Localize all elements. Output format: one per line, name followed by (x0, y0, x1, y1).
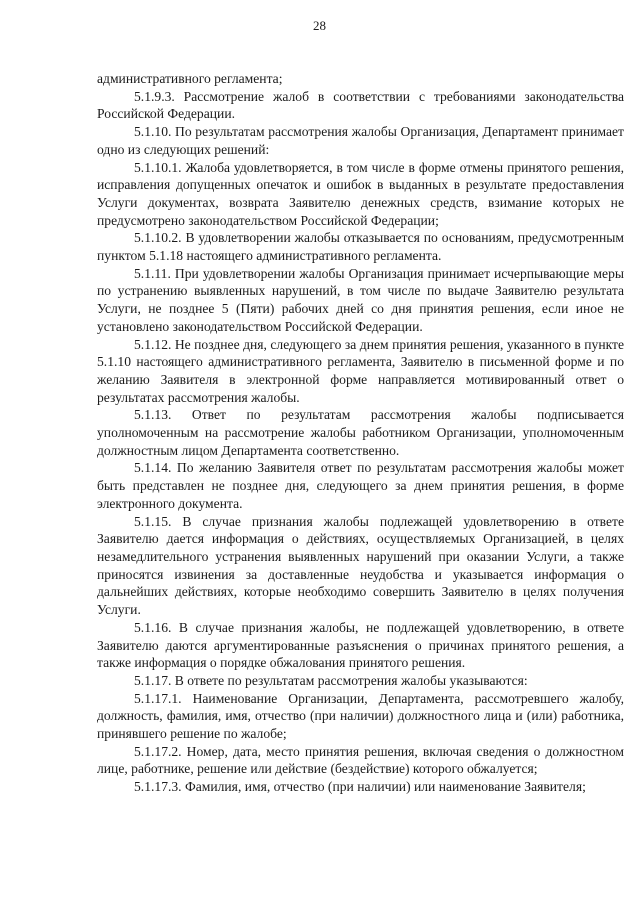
paragraph-continuation: административного регламента; (97, 71, 283, 86)
document-body (97, 70, 624, 796)
paragraph-5-1-15: 5.1.15. В случае признания жалобы подлежащей удовлетворению в ответе Заявителю дается информация о действиях, осуществляемых Организацией, в целях незамедлительного устранения выявленных нарушений при оказании Услуги, а также приносятся извинения за доставленные неудобства и указывается информация о дальнейших действиях, которые необходимо совершить Заявителю в целях получения Услуги. (97, 513, 624, 618)
page-number: 28 (313, 18, 326, 33)
paragraph-5-1-17-2: 5.1.17.2. Номер, дата, место принятия решения, включая сведения о должностном лице, работнике, решение или действие (бездействие) которого обжалуется; (97, 743, 624, 777)
paragraph-5-1-17: 5.1.17. В ответе по результатам рассмотрения жалобы указываются: (134, 672, 528, 688)
paragraph-5-1-13: 5.1.13. Ответ по результатам рассмотрения жалобы подписывается уполномоченным на рассмотрение жалобы работником Организации, уполномоченным должностным лицом Департамента соответственно. (97, 407, 624, 458)
paragraph-5-1-17-3: 5.1.17.3. Фамилия, имя, отчество (при наличии) или наименование Заявителя; (134, 779, 586, 795)
paragraph-5-1-10-1: 5.1.10.1. Жалоба удовлетворяется, в том числе в форме отмены принятого решения, исправления допущенных опечаток и ошибок в выданных в результате предоставления Услуги документах, возврата Заявителю денежных средств, взимание которых не предусмотрено законодательством Российской Федерации; (97, 159, 624, 228)
paragraph-5-1-16: 5.1.16. В случае признания жалобы, не подлежащей удовлетворению, в ответе Заявителю даются аргументированные разъяснения о причинах принятого решения, а также информация о порядке обжалования принятого решения. (97, 619, 624, 671)
paragraph-5-1-11: 5.1.11. При удовлетворении жалобы Организация принимает исчерпывающие меры по устранению выявленных нарушений, в том числе по выдаче Заявителю результата Услуги, не позднее 5 (Пяти) рабочих дней со дня принятия решения, если иное не установлено законодательством Российской Федерации. (97, 265, 624, 334)
paragraph-5-1-9-3: 5.1.9.3. Рассмотрение жалоб в соответствии с требованиями законодательства Российской Федерации. (97, 88, 624, 122)
paragraph-5-1-17-1: 5.1.17.1. Наименование Организации, Департамента, рассмотревшего жалобу, должность, фамилия, имя, отчество (при наличии) должностного лица и (или) работника, принявшего решение по жалобе; (97, 690, 624, 742)
paragraph-5-1-14: 5.1.14. По желанию Заявителя ответ по результатам рассмотрения жалобы может быть представлен не позднее дня, следующего за днем принятия решения, в форме электронного документа. (97, 460, 624, 511)
paragraph-5-1-10-2: 5.1.10.2. В удовлетворении жалобы отказывается по основаниям, предусмотренным пунктом 5.1.18 настоящего административного регламента. (97, 230, 624, 264)
paragraph-5-1-12: 5.1.12. Не позднее дня, следующего за днем принятия решения, указанного в пункте 5.1.10 настоящего административного регламента, Заявителю в письменной форме и по желанию Заявителя в электронной форме направляется мотивированный ответ о результатах рассмотрения жалобы. (97, 336, 624, 405)
paragraph-5-1-10: 5.1.10. По результатам рассмотрения жалобы Организация, Департамент принимает одно из следующих решений: (97, 124, 624, 157)
